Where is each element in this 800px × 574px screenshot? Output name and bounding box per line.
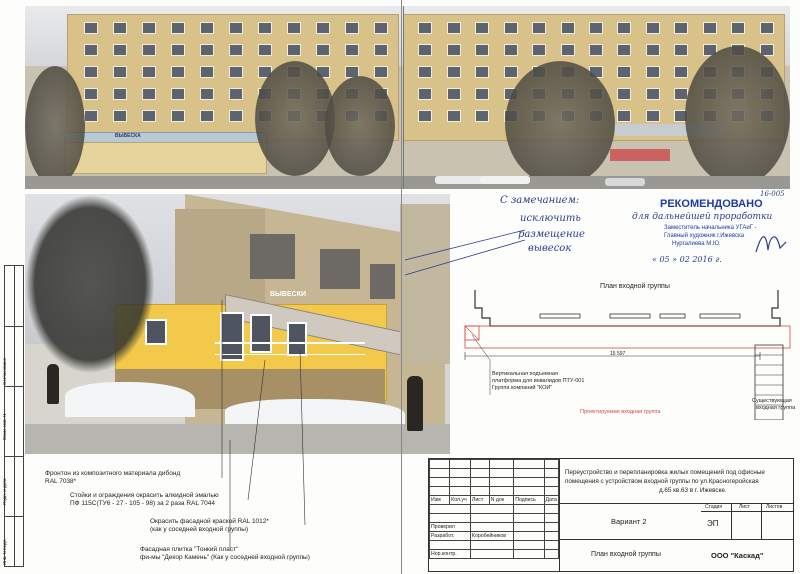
platform-label-1: Вертикальная подъемная <box>492 371 558 377</box>
window <box>84 110 98 122</box>
company: ООО "Каскад" <box>711 551 764 560</box>
window <box>646 44 660 56</box>
row-checked-role: Проверил <box>430 523 471 532</box>
row-checked-name <box>470 523 513 532</box>
window <box>258 44 272 56</box>
window <box>200 44 214 56</box>
window <box>617 44 631 56</box>
stamp-reference: 16-005 <box>760 190 785 198</box>
window <box>703 22 717 34</box>
window <box>418 66 432 78</box>
window <box>229 88 243 100</box>
window <box>113 22 127 34</box>
callout-3-line-1: Окрасить фасадной краской RAL 1012* <box>150 518 269 525</box>
window <box>171 66 185 78</box>
window <box>142 44 156 56</box>
window <box>200 66 214 78</box>
project-line-3: д.65 кв.63 в г. Ижевске. <box>659 487 727 494</box>
plan-title: План входной группы <box>600 283 670 290</box>
window <box>200 110 214 122</box>
window <box>200 88 214 100</box>
window <box>84 22 98 34</box>
projected-group-label: Проектируемая входная группа <box>580 409 661 415</box>
remark-leader-lines <box>400 220 530 280</box>
window <box>345 22 359 34</box>
window <box>287 44 301 56</box>
window <box>113 110 127 122</box>
window <box>229 22 243 34</box>
remark-line-3: вывесок <box>528 243 572 254</box>
plan-dimension: 15 597 <box>610 351 626 357</box>
hdr-izm: Изм <box>430 496 450 505</box>
sign-label: ВЫВЕСКА <box>115 133 141 139</box>
row-norm-name <box>470 550 513 559</box>
plan-drawing <box>460 290 795 420</box>
hdr-kol: Кол.уч <box>450 496 471 505</box>
callout-3-line-2: (как у соседней входной группы) <box>150 526 249 533</box>
hdr-date: Дата <box>545 497 557 503</box>
window <box>374 66 388 78</box>
window <box>532 44 546 56</box>
side-label-inv: Инв. N подл. <box>2 538 7 565</box>
stage-value: ЭП <box>707 519 719 528</box>
callout-2-line-1: Стойки и ограждения окрасить алкидной эмалью <box>70 492 219 499</box>
hdr-sign: Подпись <box>514 496 544 505</box>
window <box>674 66 688 78</box>
window <box>374 22 388 34</box>
window <box>674 22 688 34</box>
stage-label: Стадия <box>705 504 723 510</box>
side-label-agreed: Согласовано <box>2 357 7 385</box>
window <box>287 22 301 34</box>
row-dev-name: Коробейников <box>470 532 513 541</box>
window <box>171 110 185 122</box>
window <box>475 110 489 122</box>
window <box>532 22 546 34</box>
window <box>475 66 489 78</box>
callout-1-line-2: RAL 7038* <box>45 478 77 485</box>
window <box>589 22 603 34</box>
stamp-signature <box>752 228 790 258</box>
window <box>504 44 518 56</box>
window <box>561 22 575 34</box>
window <box>418 88 432 100</box>
window <box>504 22 518 34</box>
stamp-title: РЕКОМЕНДОВАНО <box>660 198 763 210</box>
platform-label-2: платформа для инвалидов ПТУ-001 <box>492 378 585 384</box>
callout-4-line-1: Фасадная плитка "Тонкий пласт" <box>140 546 239 553</box>
window <box>475 88 489 100</box>
window <box>617 88 631 100</box>
window <box>84 44 98 56</box>
window <box>229 44 243 56</box>
existing-group-label-1: Существующая <box>752 398 792 404</box>
window <box>142 88 156 100</box>
callout-4-line-2: фи-мы "Декор Камень" (Как у соседней входной группы) <box>140 554 310 561</box>
window <box>447 22 461 34</box>
window <box>760 22 774 34</box>
window <box>142 110 156 122</box>
window <box>84 66 98 78</box>
window <box>200 22 214 34</box>
project-line-2: помещения с устройством входной группы по ул.Красногеройская <box>565 478 759 485</box>
render-sign-label: ВЫВЕСКИ <box>270 291 306 298</box>
window <box>418 44 432 56</box>
window <box>447 88 461 100</box>
project-line-1: Переустройство и перепланировка жилых помещений под офисные <box>565 469 765 476</box>
title-block <box>428 458 794 572</box>
window <box>316 44 330 56</box>
window <box>646 110 660 122</box>
stamp-handwritten-note: для дальнейшей проработки <box>632 212 773 222</box>
window <box>316 22 330 34</box>
window <box>646 66 660 78</box>
stamp-line-1: Заместитель начальника УГАиГ - <box>664 225 757 231</box>
top-facade-photo <box>25 6 790 189</box>
window <box>447 44 461 56</box>
window <box>731 22 745 34</box>
window <box>374 44 388 56</box>
callout-2-line-2: ПФ 115С(ТУ6 - 27 - 105 - 98) за 2 раза RAL 7044 <box>70 500 216 507</box>
sheets-label: Листов <box>766 504 783 510</box>
window <box>113 44 127 56</box>
variant: Вариант 2 <box>611 517 647 526</box>
window <box>171 44 185 56</box>
existing-group-label-2: входная группа <box>756 405 796 411</box>
window <box>475 44 489 56</box>
window <box>617 110 631 122</box>
window <box>475 22 489 34</box>
row-norm-role: Нор.контр. <box>430 550 471 559</box>
platform-label-3: Группа компаний "КОИ" <box>492 385 553 391</box>
remark-line-1: исключить <box>520 213 581 224</box>
stamp-date: « 05 » 02 2016 г. <box>652 255 722 264</box>
window <box>229 110 243 122</box>
window <box>589 44 603 56</box>
remark-title: С замечанием: <box>500 195 580 206</box>
window <box>171 22 185 34</box>
window <box>418 22 432 34</box>
window <box>504 66 518 78</box>
sheet-label: Лист <box>739 504 750 510</box>
stamp-line-3: Нургалиева М.Ю. <box>672 241 721 247</box>
window <box>561 44 575 56</box>
side-label-vzam: Взам. инв. N <box>2 413 7 440</box>
window <box>646 88 660 100</box>
window <box>84 88 98 100</box>
callout-1-line-1: Фронтон из композитного материала дибонд <box>45 470 181 477</box>
window <box>142 66 156 78</box>
sheet-name: План входной группы <box>591 551 661 558</box>
window <box>447 66 461 78</box>
hdr-list: Лист <box>470 496 489 505</box>
row-dev-role: Разработ. <box>430 532 471 541</box>
window <box>617 22 631 34</box>
window <box>229 66 243 78</box>
window <box>447 110 461 122</box>
window <box>142 22 156 34</box>
hdr-ndok: N док <box>489 496 513 505</box>
window <box>171 88 185 100</box>
stamp-line-2: Главный художник г.Ижевска <box>664 233 745 239</box>
window <box>418 110 432 122</box>
window <box>646 22 660 34</box>
window <box>345 44 359 56</box>
side-label-date: Подп. и дата <box>2 478 7 505</box>
sheet-divider <box>401 0 402 574</box>
window <box>617 66 631 78</box>
window <box>113 88 127 100</box>
window <box>674 44 688 56</box>
remark-line-2: размещение <box>518 229 585 240</box>
side-stamp-column <box>4 265 24 567</box>
window <box>258 22 272 34</box>
window <box>113 66 127 78</box>
